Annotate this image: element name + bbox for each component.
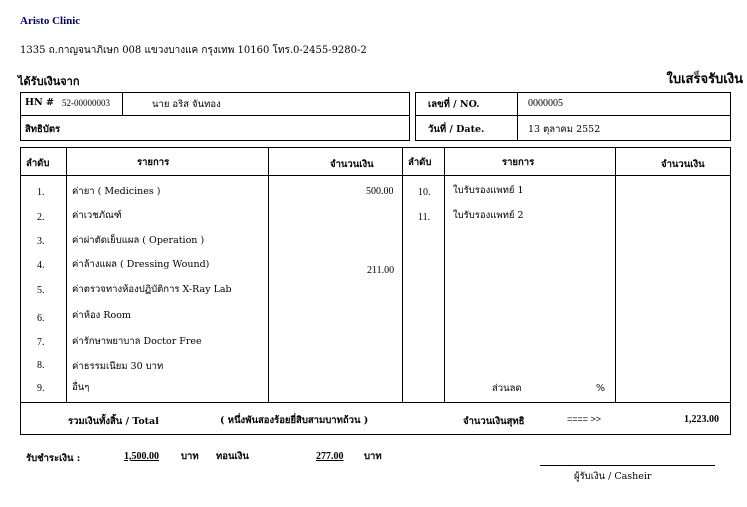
items-header-divider (20, 175, 731, 176)
receipt-info-divider (415, 115, 731, 116)
item-desc: ค่าตรวจทางห้องปฏิบัติการ X-Ray Lab (72, 284, 232, 295)
hn-value: 52-00000003 (62, 98, 110, 108)
paid-label: รับชำระเงิน : (26, 453, 81, 464)
item-desc: ค่าธรรมเนียม 30 บาท (72, 361, 164, 372)
net-arrow: ==== >> (567, 414, 602, 424)
receipt-title: ใบเสร็จรับเงิน (666, 72, 743, 87)
clinic-address: 1335 ถ.กาญจนาภิเษก 008 แขวงบางแค กรุงเทพ 10160 โทร.0-2455-9280-2 (20, 45, 367, 56)
baht-label-1: บาท (181, 451, 199, 462)
col-header-amount-right: จำนวนเงิน (661, 159, 705, 170)
clinic-name: Aristo Clinic (20, 15, 81, 27)
item-amount: 500.00 (366, 186, 394, 197)
item-desc: อื่นๆ (72, 382, 90, 393)
rights-label: สิทธิบัตร (25, 124, 61, 135)
item-no: 4. (37, 260, 45, 271)
item-no: 5. (37, 285, 45, 296)
item-desc: ค่ารักษาพยาบาล Doctor Free (72, 336, 202, 347)
item-no: 6. (37, 313, 45, 324)
item-amount: 211.00 (367, 265, 395, 276)
baht-label-2: บาท (364, 451, 382, 462)
item-desc: ค่ายา ( Medicines ) (72, 186, 161, 197)
col-header-amount-left: จำนวนเงิน (330, 159, 374, 170)
item-desc: ค่าล้างแผล ( Dressing Wound) (72, 259, 210, 270)
col-header-item-right: รายการ (502, 157, 535, 168)
patient-box-col-divider (122, 92, 123, 116)
col-divider-4 (444, 147, 445, 402)
receipt-date-value: 13 ตุลาคม 2552 (528, 124, 601, 135)
item-no: 1. (37, 187, 45, 198)
net-label: จำนวนเงินสุทธิ (463, 416, 525, 427)
item-desc: ใบรับรองแพทย์ 2 (453, 210, 524, 221)
col-header-item-left: รายการ (137, 157, 170, 168)
total-in-words: ( หนึ่งพันสองร้อยยี่สิบสามบาทถ้วน ) (220, 415, 369, 426)
received-from-label: ได้รับเงินจาก (18, 75, 80, 88)
discount-label: ส่วนลด (492, 383, 522, 394)
hn-label: HN # (25, 97, 54, 108)
patient-box-divider (20, 115, 410, 116)
item-no: 2. (37, 212, 45, 223)
change-value: 277.00 (316, 451, 344, 462)
items-total-divider (20, 402, 731, 403)
cashier-label: ผู้รับเงิน / Casheir (574, 471, 652, 482)
receipt-no-value: 0000005 (528, 98, 563, 109)
receipt-no-label: เลขที่ / NO. (428, 99, 480, 110)
col-divider-1 (66, 147, 67, 402)
item-no: 8. (37, 360, 45, 371)
col-divider-2 (268, 147, 269, 402)
total-label: รวมเงินทั้งสิ้น / Total (68, 416, 159, 427)
cashier-signature-line (540, 465, 715, 466)
patient-name: นาย อริส จันทอง (152, 99, 221, 110)
col-header-no-left: ลำดับ (26, 158, 50, 169)
item-no: 10. (418, 187, 431, 198)
change-label: ทอนเงิน (216, 451, 249, 462)
paid-value: 1,500.00 (124, 451, 159, 462)
col-header-no-right: ลำดับ (408, 157, 432, 168)
item-desc: ค่าผ่าตัดเย็บแผล ( Operation ) (72, 235, 205, 246)
item-desc: ค่าเวชภัณฑ์ (72, 210, 122, 221)
item-desc: ใบรับรองแพทย์ 1 (453, 185, 524, 196)
discount-unit: % (596, 383, 606, 394)
item-no: 3. (37, 236, 45, 247)
col-divider-3 (402, 147, 403, 402)
item-desc: ค่าห้อง Room (72, 310, 131, 321)
receipt-date-label: วันที่ / Date. (428, 124, 485, 135)
net-value: 1,223.00 (684, 414, 719, 425)
item-no: 7. (37, 337, 45, 348)
item-no: 11. (418, 212, 431, 223)
receipt-info-col-divider (517, 92, 518, 141)
item-no: 9. (37, 383, 45, 394)
col-divider-5 (615, 147, 616, 402)
